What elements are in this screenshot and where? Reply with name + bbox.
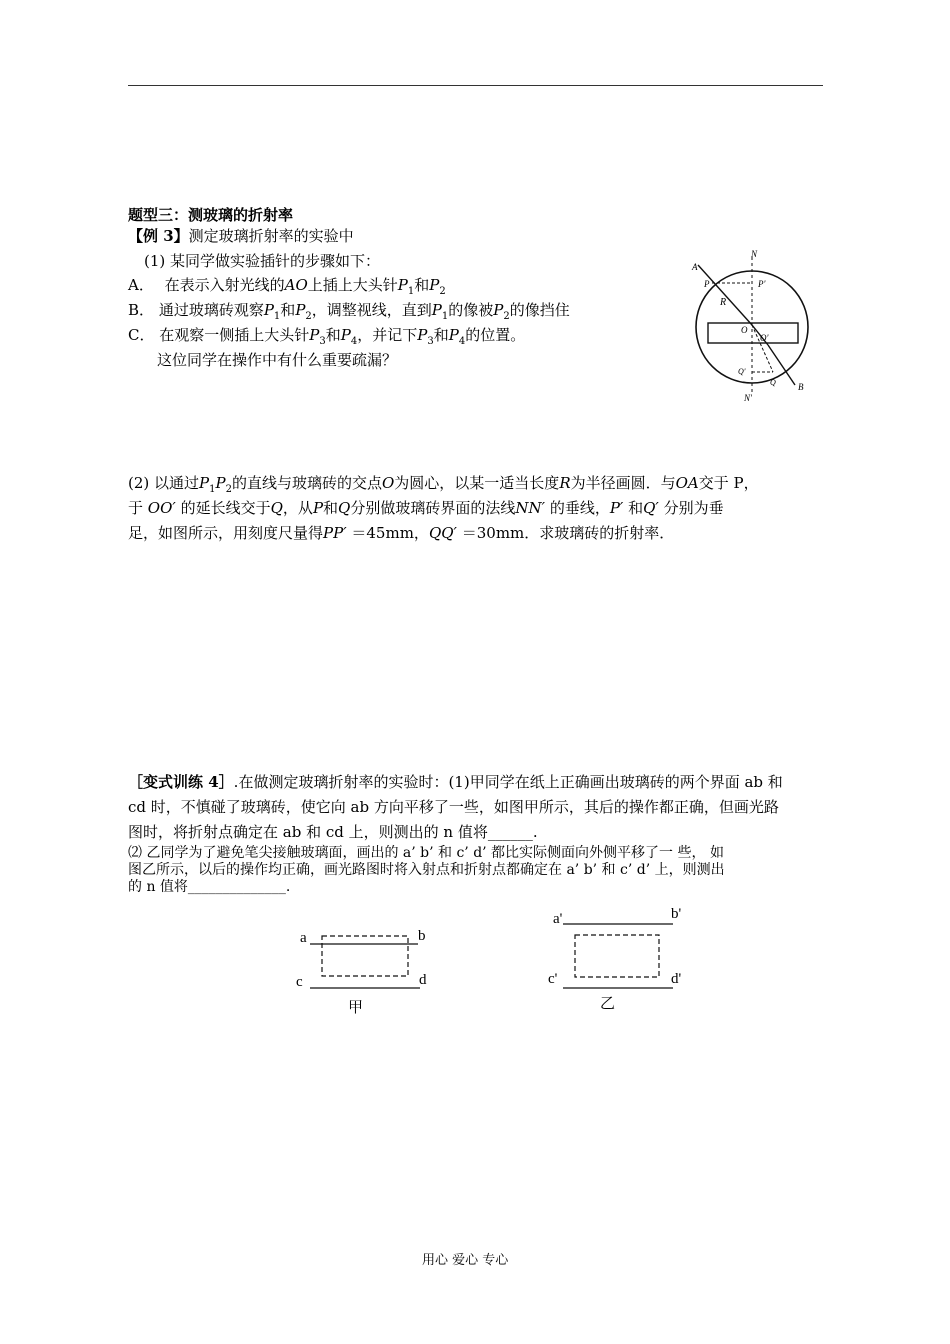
step-b-mid2: 的像被 bbox=[448, 301, 494, 319]
step-c-letter: C． bbox=[128, 326, 155, 344]
step-c-p4bs: 4 bbox=[458, 336, 466, 347]
step-b-p1s: 1 bbox=[273, 311, 281, 322]
example-tag: 【例 3】 bbox=[128, 227, 189, 245]
p2l2-h: 分别为垂 bbox=[663, 499, 724, 517]
step-a-ao: AO bbox=[284, 276, 308, 294]
header-rule bbox=[128, 85, 823, 86]
step-a-p1s: 1 bbox=[407, 286, 415, 297]
example-intro bbox=[128, 225, 354, 246]
step-a-mid: 上插上大头针 bbox=[307, 276, 398, 294]
step-b-p1bs: 1 bbox=[441, 311, 449, 322]
step-c-end: 的位置。 bbox=[465, 326, 526, 344]
p2l1-a: (2) 以通过 bbox=[128, 474, 200, 492]
p2l2-c: ，从 bbox=[282, 499, 313, 517]
step-c-p3b: P bbox=[417, 326, 428, 344]
part2-line3 bbox=[128, 522, 674, 543]
step-c-p3s: 3 bbox=[319, 336, 326, 347]
variant-line1 bbox=[128, 771, 783, 792]
yi-caption: 乙 bbox=[600, 996, 616, 1012]
example-intro-text: 测定玻璃折射率的实验中 bbox=[188, 227, 354, 245]
label-O: O bbox=[741, 325, 748, 335]
variant-line5: 图乙所示，以后的操作均正确，画光路图时将入射点和折射点都确定在 a’ b’ 和 c’ d’ 上，则测出 bbox=[128, 862, 725, 878]
step-c-mid: ，并记下 bbox=[357, 326, 418, 344]
variant-line3: 图时，将折射点确定在 ab 和 cd 上，则测出的 n 值将______. bbox=[128, 823, 538, 841]
label-R: R bbox=[720, 297, 727, 308]
step-c bbox=[128, 324, 525, 347]
label-B: B bbox=[798, 382, 804, 392]
step-c-p4: P bbox=[340, 326, 351, 344]
jia-caption: 甲 bbox=[348, 1000, 364, 1016]
footer: 用心 爱心 专心 bbox=[422, 1253, 509, 1268]
step-c-p3bs: 3 bbox=[427, 336, 434, 347]
step-b-and: 和 bbox=[280, 301, 296, 319]
p2l2-p: P bbox=[312, 499, 324, 517]
p2l1-b: 的直线与玻璃砖的交点 bbox=[231, 474, 382, 492]
label-Op: O' bbox=[760, 333, 769, 343]
p2l3-pp: PP′ bbox=[323, 524, 347, 542]
p2l3-c: ＝30mm．求玻璃砖的折射率． bbox=[461, 524, 675, 542]
p2l2-oo: OO′ bbox=[147, 499, 176, 517]
yi-label-b: b' bbox=[671, 906, 682, 922]
label-Q: Q bbox=[770, 378, 776, 387]
p2l1-p2: P bbox=[215, 474, 226, 492]
p2l2-e: 分别做玻璃砖界面的法线 bbox=[350, 499, 516, 517]
label-Np: N' bbox=[744, 393, 752, 403]
p2l3-qq: QQ′ bbox=[428, 524, 457, 542]
step-b-text: 通过玻璃砖观察 bbox=[158, 301, 264, 319]
step-b-p2s: 2 bbox=[305, 311, 312, 322]
step-b-letter: B． bbox=[128, 301, 155, 319]
p2l1-o: O bbox=[381, 474, 395, 492]
p2l1-p1: P bbox=[199, 474, 210, 492]
step-c-text: 在观察一侧插上大头针 bbox=[159, 326, 310, 344]
variant-line2: cd 时，不慎碰了玻璃砖，使它向 ab 方向平移了一些，如图甲所示，其后的操作都正确，但画光路 bbox=[128, 798, 779, 816]
p2l2-q2: Q bbox=[338, 499, 351, 517]
step-b-p2: P bbox=[295, 301, 306, 319]
p2l1-e: 交于 P， bbox=[698, 474, 759, 492]
step-b-mid: ，调整视线，直到 bbox=[311, 301, 432, 319]
step-a-p2s: 2 bbox=[439, 286, 446, 297]
jia-label-a: a bbox=[300, 930, 307, 946]
p2l1-p1s: 1 bbox=[209, 484, 216, 495]
p2l3-a: 足，如图所示，用刻度尺量得 bbox=[128, 524, 324, 542]
label-Qp: Q' bbox=[738, 367, 746, 376]
yi-label-c: c' bbox=[548, 971, 558, 987]
p2l2-pp: P′ bbox=[609, 499, 624, 517]
step-a-p2: P bbox=[429, 276, 440, 294]
figure-jia bbox=[290, 920, 440, 1020]
jia-label-d: d bbox=[419, 972, 427, 988]
variant-line4: ⑵ 乙同学为了避免笔尖接触玻璃面，画出的 a’ b’ 和 c’ d’ 都比实际侧面向外侧平移了一 些， 如 bbox=[128, 845, 724, 861]
step-c-p4b: P bbox=[448, 326, 459, 344]
step-b bbox=[128, 299, 570, 322]
p2l2-f: 的垂线， bbox=[549, 499, 610, 517]
step-b-end: 的像挡住 bbox=[509, 301, 570, 319]
step-c-p3: P bbox=[309, 326, 320, 344]
part1-intro: (1) 某同学做实验插针的步骤如下： bbox=[144, 252, 381, 270]
part2-line2 bbox=[128, 497, 724, 518]
label-P: P bbox=[704, 279, 710, 289]
p2l1-p2s: 2 bbox=[225, 484, 232, 495]
step-a-p1: P bbox=[397, 276, 408, 294]
p2l2-g: 和 bbox=[628, 499, 644, 517]
question: 这位同学在操作中有什么重要疏漏？ bbox=[157, 351, 398, 369]
step-c-and2: 和 bbox=[433, 326, 449, 344]
p2l2-qp: Q′ bbox=[643, 499, 659, 517]
section-title: 题型三：测玻璃的折射率 bbox=[128, 206, 294, 224]
variant-tag: ［变式训练 4］ bbox=[128, 773, 234, 791]
variant-l1-text: .在做测定玻璃折射率的实验时：(1)甲同学在纸上正确画出玻璃砖的两个界面 ab 和 bbox=[233, 773, 783, 791]
step-b-p2bs: 2 bbox=[503, 311, 510, 322]
yi-glass-dashed bbox=[575, 935, 659, 977]
step-b-p1: P bbox=[263, 301, 274, 319]
p2l2-q: Q bbox=[270, 499, 283, 517]
step-a-letter: A． bbox=[128, 276, 154, 294]
step-a bbox=[128, 274, 446, 297]
jia-glass-dashed bbox=[322, 936, 408, 976]
variant-line6: 的 n 值将______________. bbox=[128, 879, 291, 895]
p2l1-c: 为圆心，以某一适当长度 bbox=[394, 474, 560, 492]
yi-label-d: d' bbox=[671, 971, 682, 987]
label-A: A bbox=[692, 262, 698, 272]
p2l2-d: 和 bbox=[323, 499, 339, 517]
p2l2-nn: NN′ bbox=[515, 499, 546, 517]
jia-label-c: c bbox=[296, 974, 303, 990]
label-N: N bbox=[751, 249, 758, 259]
refraction-figure bbox=[680, 245, 820, 410]
p2l3-b: ＝45mm， bbox=[351, 524, 429, 542]
p2l1-r: R bbox=[559, 474, 571, 492]
part2-line1 bbox=[128, 472, 759, 495]
figure-yi bbox=[545, 900, 695, 1015]
label-Pp: P' bbox=[758, 279, 766, 289]
step-a-and: 和 bbox=[414, 276, 430, 294]
step-b-p2b: P bbox=[493, 301, 504, 319]
p2l2-b: 的延长线交于 bbox=[180, 499, 271, 517]
step-b-p1b: P bbox=[431, 301, 442, 319]
step-c-p4s: 4 bbox=[350, 336, 358, 347]
step-a-text: 在表示入射光线的 bbox=[164, 276, 285, 294]
p2l2-a: 于 bbox=[128, 499, 144, 517]
step-c-and: 和 bbox=[325, 326, 341, 344]
p2l1-oa: OA bbox=[675, 474, 699, 492]
p2l1-d: 为半径画圆．与 bbox=[570, 474, 676, 492]
yi-label-a: a' bbox=[553, 911, 563, 927]
jia-label-b: b bbox=[418, 928, 426, 944]
